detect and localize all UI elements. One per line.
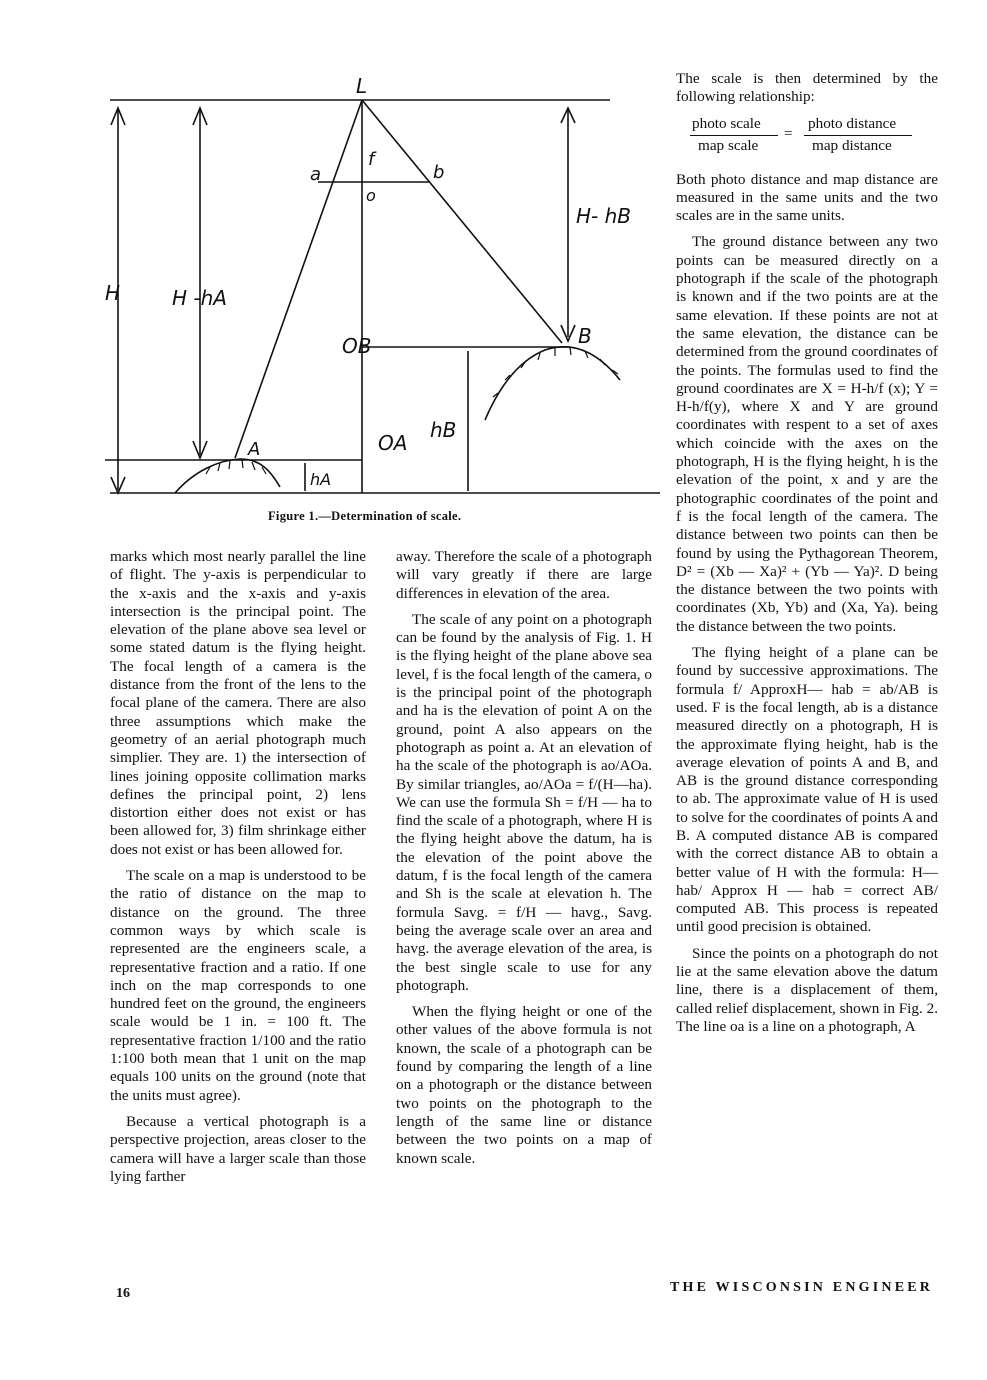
formula-numerator-left: photo scale — [692, 114, 761, 132]
paragraph: The ground distance between any two points can be measured directly on a photograph if the scale of the photograph is known and if the two points are at the same elevation. If these points are not at the same elevation, the distance can be determined from the ground coordinates of the points. The formulas used to find the ground coordinates are X = H-h/f (x); Y = H-h/f(y), where X and Y are ground coordinates with respent to a set of axes which coincide with the axes on the photograph, H is the flying height, h is the elevation of the point, x and y are the photographic coordinates of the point and f is the focal length of the camera. The distance between two points can then be found by using the Pythagorean Theorem, D² = (Xb — Xa)² + (Yb — Ya)². D being the distance between the two points with coordinates (Xb, Yb) and (Xa, Ya). being the distance between the two points. — [676, 233, 938, 635]
column-2 — [396, 548, 652, 1176]
label-H-hB: H- hB — [576, 204, 632, 228]
label-f: f — [368, 149, 375, 170]
formula-equals: = — [784, 124, 793, 142]
hill-A — [175, 459, 280, 493]
scale-diagram — [100, 75, 660, 505]
column-1 — [110, 548, 366, 1194]
label-H: H — [105, 281, 121, 305]
hill-B — [485, 347, 620, 420]
label-hA: hA — [310, 470, 332, 489]
figure-1 — [100, 75, 660, 505]
label-H-hA: H -hA — [172, 286, 227, 310]
paragraph: away. Therefore the scale of a photograph will vary greatly if there are large differences in elevation of the area. — [396, 548, 652, 602]
label-A: A — [248, 439, 261, 460]
formula-numerator-right: photo distance — [808, 114, 897, 132]
journal-title: THE WISCONSIN ENGINEER — [670, 1280, 934, 1295]
formula-denominator-right: map distance — [812, 136, 892, 154]
label-hB: hB — [430, 418, 457, 442]
formula-denominator-left: map scale — [698, 136, 759, 154]
label-OB: OB — [342, 334, 372, 358]
figure-caption: Figure 1.—Determination of scale. — [268, 509, 462, 523]
paragraph: marks which most nearly parallel the line of flight. The y-axis is perpendicular to the x-axis and the x-axis and y-axis intersection is the principal point. The elevation of the plane above sea level or some stated datum is the flying height. The focal length of a camera is the distance from the front of the lens to the focal plane of the camera. There are also three assumptions which make the geometry of an aerial photograph much simplier. They are. 1) the intersection of lines joining opposite collimation marks defines the principal point, 2) lens distortion either does not exist or has been allowed for, 3) film shrinkage either does not exist or has been allowed for. — [110, 548, 366, 858]
label-b: b — [433, 162, 445, 183]
paragraph: When the flying height or one of the other values of the above formula is not known, the scale of a photograph can be found by comparing the length of a line on a photograph or the distance between two points on the photograph to the length of the same line or distance between the two points on a map of known scale. — [396, 1003, 652, 1167]
label-o: o — [366, 186, 376, 205]
paragraph: The scale of any point on a photograph can be found by the analysis of Fig. 1. H is the flying height of the plane above sea level, f is the focal length of the camera, o is the principal point of the photograph and ha is the elevation of point A on the ground, point A also appears on the photograph as point a. At an elevation of ha the scale of the photograph is ao/AOa. By similar triangles, ao/AOa = f/(H—ha). We can use the formula Sh = f/H — ha to find the scale of a photograph, where H is the flying height above the datum, ha is the elevation of the point above the datum, f is the focal length of the camera and Sh is the scale at elevation h. The formula Savg. = f/H — havg., Savg. being the average scale over an area and havg. the average elevation of the area, is the best single scale to use for any photograph. — [396, 610, 652, 994]
scale-formula — [690, 115, 916, 157]
column-3 — [676, 70, 938, 1044]
paragraph: Since the points on a photograph do not lie at the same elevation above the datum line, there is a displacement of them, called relief displacement, shown in Fig. 2. The line oa is a line on a photograph, A — [676, 944, 938, 1035]
ray-to-A — [235, 100, 362, 458]
page-number: 16 — [116, 1286, 130, 1301]
label-L: L — [356, 75, 368, 98]
paragraph: Because a vertical photograph is a perspective projection, areas closer to the camera will have a larger scale than those lying farther — [110, 1112, 366, 1185]
paragraph: The flying height of a plane can be found by successive approximations. The formula f/ ApproxH— hab = ab/AB is used. F is the focal length, ab is a distance measured directly on a photograph, H is the approximate flying height, hab is the average elevation of points A and B, and AB is the ground distance corresponding to ab. The approximate value of H is used to solve for the coordinates of points A and B. A computed distance AB is compared with the correct distance AB to obtain a better value of H with the formula: H—hab/ Approx H — hab = correct AB/ computed AB. This process is repeated until good precision is obtained. — [676, 644, 938, 936]
label-B: B — [578, 324, 592, 348]
label-a: a — [310, 164, 322, 185]
paragraph: The scale is then determined by the following relationship: — [676, 70, 938, 106]
label-OA: OA — [378, 431, 408, 455]
paragraph: The scale on a map is understood to be the ratio of distance on the map to distance on the ground. The three common ways by which scale is represented are the engineers scale, a representative fraction and a ratio. If one inch on the map corresponds to one hundred feet on the ground, the engineers scale would be 1 in. = 100 ft. The representative fraction 1/100 and the ratio 1:100 both mean that 1 unit on the map equals 100 units on the ground (note that the units must agree). — [110, 867, 366, 1104]
paragraph: Both photo distance and map distance are measured in the same units and the two scales are in the same units. — [676, 170, 938, 225]
ray-to-B — [362, 100, 562, 343]
